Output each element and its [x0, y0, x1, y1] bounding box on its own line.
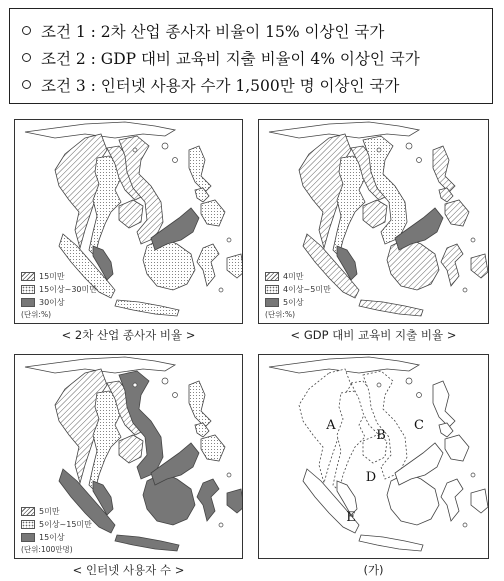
country-borneo_id — [387, 238, 439, 290]
legend-unit: (단위:%) — [265, 310, 295, 319]
country-luzon — [189, 146, 211, 192]
country-cambodia — [119, 200, 143, 228]
country-sulawesi — [197, 244, 219, 286]
island — [463, 288, 467, 292]
country-mindanao — [445, 200, 469, 226]
map-panel-industry — [14, 119, 243, 324]
dot-swatch-icon — [21, 285, 35, 294]
country-luzon — [433, 381, 455, 427]
legend-label: 5이상 — [283, 298, 304, 307]
condition-2-text: 조건 2 : GDP 대비 교육비 지출 비율이 4% 이상인 국가 — [41, 49, 420, 68]
legend-item — [21, 283, 97, 296]
map-label-e: E — [346, 510, 356, 525]
legend-label: 5미만 — [39, 507, 60, 516]
country-borneo_id — [143, 473, 195, 525]
caption-education: < GDP 대비 교육비 지출 비율 > — [290, 328, 457, 342]
country-mindanao — [201, 200, 225, 226]
map-label-a: A — [326, 418, 336, 433]
map-label-d: D — [365, 470, 377, 485]
island — [377, 148, 381, 152]
legend-label: 4이상~5미만 — [283, 285, 331, 294]
legend-label: 5이상~15미만 — [39, 520, 92, 529]
hatch-swatch-icon — [265, 272, 279, 281]
country-luzon — [433, 146, 455, 192]
country-sulawesi — [441, 244, 463, 286]
island — [133, 383, 137, 387]
legend-industry — [21, 270, 97, 320]
legend-label: 4미만 — [283, 272, 304, 281]
island — [162, 143, 168, 149]
legend-label: 15미만 — [39, 272, 65, 281]
dot-swatch-icon — [265, 285, 279, 294]
legend-unit: (단위:%) — [21, 310, 51, 319]
caption-ga: (가) — [363, 563, 384, 577]
island — [219, 523, 223, 527]
legend-item — [265, 296, 331, 309]
country-sulawesi — [197, 479, 219, 521]
island — [406, 143, 412, 149]
island — [417, 393, 422, 398]
country-luzon — [189, 381, 211, 427]
map-panel-ga — [258, 354, 489, 559]
island — [133, 148, 137, 152]
island — [173, 158, 178, 163]
country-papua — [471, 254, 488, 278]
legend-item — [265, 270, 331, 283]
island — [219, 288, 223, 292]
legend-label: 30이상 — [39, 298, 65, 307]
country-papua — [227, 489, 242, 513]
legend-internet — [21, 505, 92, 555]
hatch-swatch-icon — [21, 507, 35, 516]
condition-1 — [22, 17, 480, 44]
country-java — [359, 535, 423, 551]
legend-item — [21, 531, 92, 544]
island — [377, 383, 381, 387]
country-java — [115, 535, 179, 551]
condition-1-text: 조건 1 : 2차 산업 종사자 비율이 15% 이상인 국가 — [41, 22, 385, 41]
circle-bullet-icon — [22, 53, 31, 62]
country-sulawesi — [441, 479, 463, 521]
legend-item — [21, 296, 97, 309]
caption-industry: < 2차 산업 종사자 비율 > — [61, 328, 196, 342]
legend-item — [21, 518, 92, 531]
country-mindanao — [445, 435, 469, 461]
island — [471, 473, 475, 477]
country-borneo_id — [387, 473, 439, 525]
island — [227, 473, 231, 477]
legend-label: 15이상 — [39, 533, 65, 542]
condition-3-text: 조건 3 : 인터넷 사용자 수가 1,500만 명 이상인 국가 — [41, 76, 400, 95]
country-java — [115, 300, 179, 316]
sea-map-ga — [259, 355, 488, 558]
country-cambodia — [119, 435, 143, 463]
country-papua — [227, 254, 242, 278]
map-panel-education — [258, 119, 489, 324]
island — [162, 378, 168, 384]
circle-bullet-icon — [22, 80, 31, 89]
condition-3 — [22, 71, 480, 98]
dark-swatch-icon — [21, 298, 35, 307]
dot-swatch-icon — [21, 520, 35, 529]
country-mindanao — [201, 435, 225, 461]
legend-item — [21, 505, 92, 518]
caption-internet: < 인터넷 사용자 수 > — [72, 563, 185, 577]
country-borneo_id — [143, 238, 195, 290]
country-papua — [471, 489, 488, 513]
island — [463, 523, 467, 527]
map-label-b: B — [376, 428, 386, 443]
dark-swatch-icon — [265, 298, 279, 307]
legend-unit: (단위:100만명) — [21, 545, 73, 554]
country-java — [359, 300, 423, 316]
legend-item — [21, 270, 97, 283]
legend-item — [265, 283, 331, 296]
island — [417, 158, 422, 163]
country-cambodia — [363, 200, 387, 228]
island — [471, 238, 475, 242]
condition-2 — [22, 44, 480, 71]
map-label-c: C — [414, 418, 424, 433]
circle-bullet-icon — [22, 26, 31, 35]
island — [406, 378, 412, 384]
dark-swatch-icon — [21, 533, 35, 542]
island — [173, 393, 178, 398]
hatch-swatch-icon — [21, 272, 35, 281]
island — [227, 238, 231, 242]
legend-label: 15이상~30미만 — [39, 285, 97, 294]
legend-education — [265, 270, 331, 320]
map-panel-internet — [14, 354, 243, 559]
conditions-box — [9, 8, 493, 104]
